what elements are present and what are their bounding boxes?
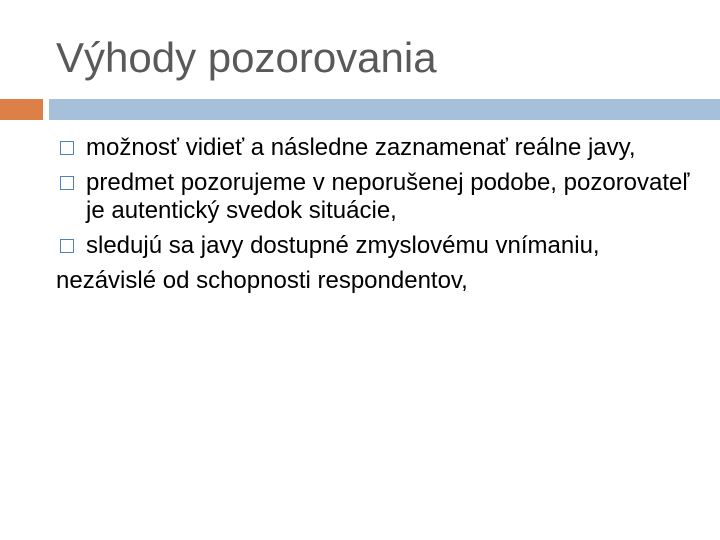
bullet-item [56,134,696,162]
accent-band-orange [0,99,43,120]
bullet-text: možnosť vidieť a následne zaznamenať reálne javy, [86,134,636,161]
bullet-text: sledujú sa javy dostupné zmyslovému vnímaniu, [86,232,600,259]
square-outline-icon [60,176,74,190]
square-outline-icon [60,141,74,155]
bullet-item [56,232,696,260]
trailing-text: nezávislé od schopnosti respondentov, [56,267,468,294]
slide-title: Výhody pozorovania [56,34,437,81]
accent-band-blue [49,99,720,120]
bullet-item [56,169,696,225]
bullet-text: predmet pozorujeme v neporušenej podobe, pozorovateľ je autentický svedok situácie, [86,169,690,224]
square-outline-icon [60,239,74,253]
slide-content [56,134,696,295]
